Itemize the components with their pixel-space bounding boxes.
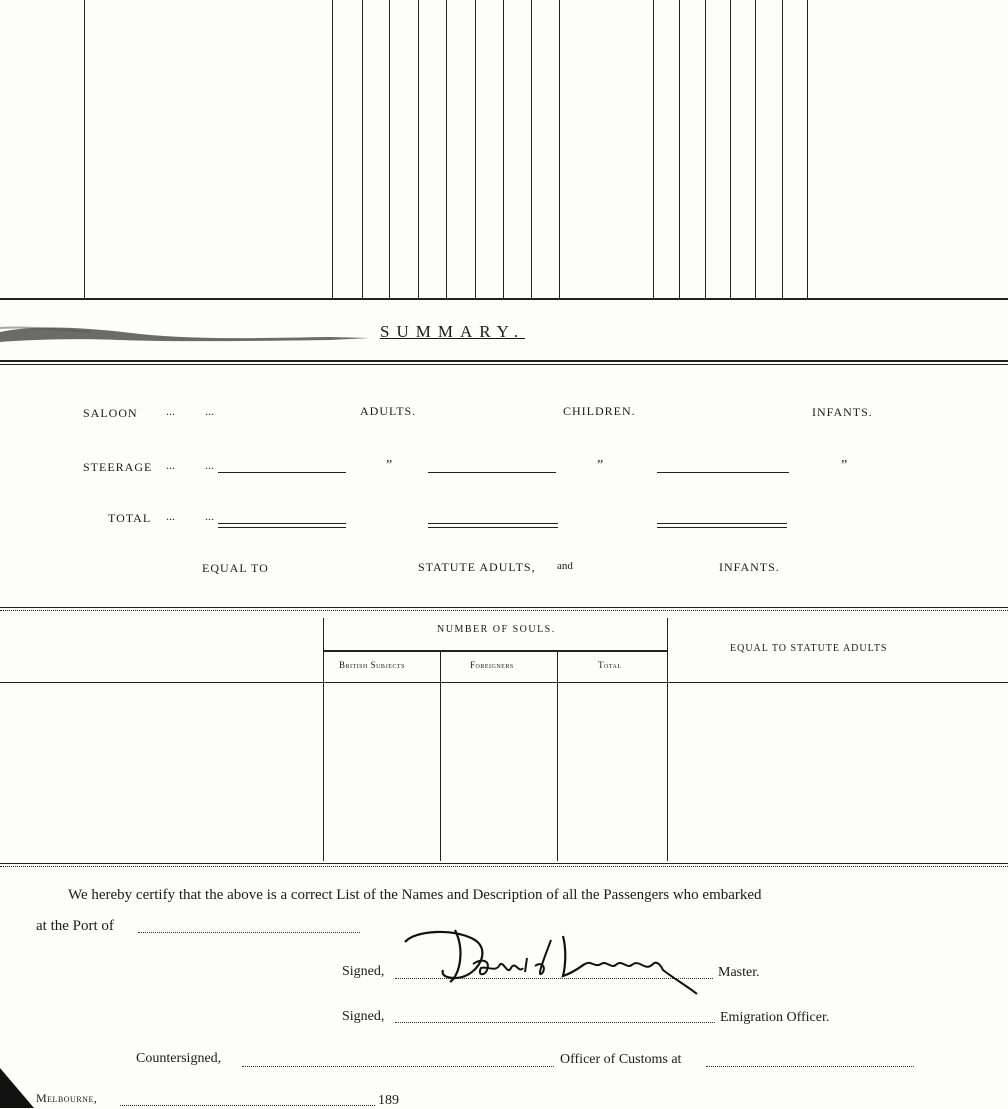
- equal-to-label: EQUAL TO: [202, 561, 269, 575]
- souls-bottom-rule-thin: [0, 866, 1008, 867]
- year-label: 189: [378, 1093, 399, 1108]
- row-leader: ...: [166, 458, 175, 472]
- column-rule: [705, 0, 706, 298]
- column-rule: [807, 0, 808, 298]
- row-label-steerage: STEERAGE: [83, 460, 153, 474]
- port-label: at the Port of: [36, 918, 114, 934]
- customs-officer-label: Officer of Customs at: [560, 1052, 682, 1067]
- total-children-underline: [428, 527, 558, 528]
- column-label-children: CHILDREN.: [563, 404, 636, 418]
- column-rule: [679, 0, 680, 298]
- column-label-infants: INFANTS.: [812, 405, 873, 419]
- emigration-officer-label: Emigration Officer.: [720, 1010, 830, 1025]
- steerage-children-blank[interactable]: [428, 472, 556, 473]
- summary-rule-bottom: [0, 607, 1008, 608]
- master-signature: [395, 920, 705, 998]
- souls-bottom-rule: [0, 863, 1008, 864]
- customs-port-field[interactable]: [706, 1066, 914, 1067]
- certification-line-1: We hereby certify that the above is a correct List of the Names and Description of all the Passengers who embarked: [68, 887, 762, 903]
- total-children-blank[interactable]: [428, 523, 558, 524]
- column-rule: [362, 0, 363, 298]
- column-rule: [503, 0, 504, 298]
- steerage-adults-blank[interactable]: [218, 472, 346, 473]
- row-leader: ...: [205, 509, 214, 523]
- total-infants-blank[interactable]: [657, 523, 787, 524]
- summary-rule-top: [0, 360, 1008, 362]
- row-leader: ...: [166, 404, 175, 418]
- melbourne-label: Melbourne,: [36, 1091, 98, 1105]
- statute-adults-label: STATUTE ADULTS,: [418, 560, 536, 574]
- column-rule: [755, 0, 756, 298]
- ditto-mark: ”: [841, 458, 848, 473]
- souls-table-right: [667, 618, 668, 861]
- signed-label-emigration: Signed,: [342, 1009, 385, 1024]
- souls-col-british: British Subjects: [339, 660, 405, 670]
- row-label-saloon: SALOON: [83, 406, 138, 420]
- column-rule: [730, 0, 731, 298]
- column-rule: [475, 0, 476, 298]
- date-field[interactable]: [120, 1105, 375, 1106]
- emigration-signature-field[interactable]: [395, 1022, 715, 1023]
- port-field[interactable]: [138, 932, 360, 933]
- countersigned-label: Countersigned,: [136, 1051, 222, 1066]
- total-adults-underline: [218, 527, 346, 528]
- summary-rule-bottom-thin: [0, 610, 1008, 611]
- souls-col-total: Total: [598, 660, 622, 670]
- column-rule: [84, 0, 85, 298]
- souls-subheader-rule: [0, 682, 1008, 683]
- countersigned-field[interactable]: [242, 1066, 554, 1067]
- row-leader: ...: [166, 509, 175, 523]
- infants-equal-label: INFANTS.: [719, 560, 780, 574]
- column-label-adults: ADULTS.: [360, 404, 417, 418]
- column-rule: [782, 0, 783, 298]
- souls-header: NUMBER OF SOULS.: [437, 624, 556, 635]
- total-infants-underline: [657, 527, 787, 528]
- total-adults-blank[interactable]: [218, 523, 346, 524]
- souls-col-divider: [557, 652, 558, 861]
- souls-col-divider: [440, 652, 441, 861]
- column-rule: [332, 0, 333, 298]
- equal-statute-label: EQUAL TO STATUTE ADULTS: [730, 643, 888, 654]
- row-leader: ...: [205, 404, 214, 418]
- column-rule: [418, 0, 419, 298]
- souls-col-foreigners: Foreigners: [470, 660, 514, 670]
- summary-rule-top-thin: [0, 364, 1008, 365]
- column-rule: [389, 0, 390, 298]
- row-label-total: TOTAL: [108, 511, 152, 525]
- column-rule: [559, 0, 560, 298]
- and-label: and: [557, 560, 573, 572]
- master-label: Master.: [718, 965, 760, 980]
- corner-mark: [0, 1068, 34, 1108]
- column-rule: [446, 0, 447, 298]
- signed-label-master: Signed,: [342, 964, 385, 979]
- ditto-mark: ”: [597, 458, 604, 473]
- souls-header-rule: [323, 650, 667, 652]
- row-leader: ...: [205, 458, 214, 472]
- ditto-mark: ”: [386, 458, 393, 473]
- scan-smudge: [0, 318, 380, 348]
- ledger-bottom-rule: [0, 298, 1008, 300]
- column-rule: [531, 0, 532, 298]
- column-rule: [653, 0, 654, 298]
- souls-table-left: [323, 618, 324, 861]
- steerage-infants-blank[interactable]: [657, 472, 789, 473]
- summary-title: SUMMARY.: [380, 322, 525, 341]
